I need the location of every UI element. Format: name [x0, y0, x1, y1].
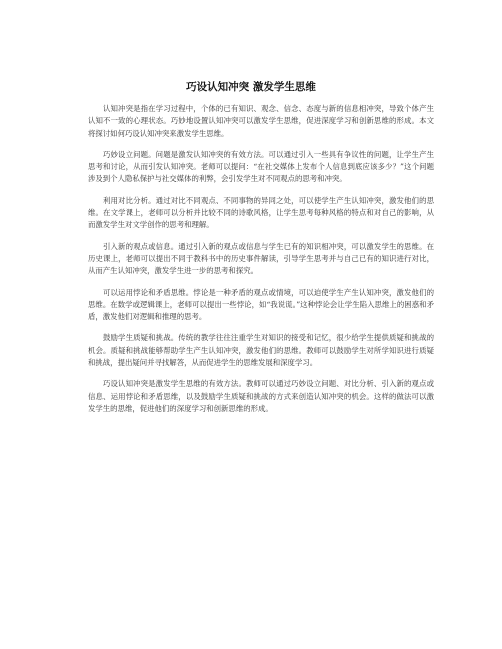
paragraph-2: 巧妙设立问题。问题是激发认知冲突的有效方法。可以通过引入一些具有争议性的问题，让学生产生思考和讨论，从而引发认知冲突。老师可以提问：“在社交媒体上发布个人信息到底应该多少？”这个问题涉及到个人隐私保护与社交媒体的利弊，会引发学生对不同观点的思考和冲突。 [88, 149, 434, 184]
paragraph-4: 引入新的观点或信息。通过引入新的观点或信息与学生已有的知识相冲突，可以激发学生的思维。在历史课上，老师可以提出不同于教科书中的历史事件解读，引导学生思考并与自己已有的知识进行对比，从而产生认知冲突，激发学生进一步的思考和探究。 [88, 241, 434, 276]
document-body [88, 103, 434, 424]
paragraph-6: 鼓励学生质疑和挑战。传统的教学往往注重学生对知识的接受和记忆，很少给学生提供质疑和挑战的机会。质疑和挑战能够帮助学生产生认知冲突，激发他们的思维。教师可以鼓励学生对所学知识进行质疑和挑战，提出疑问并寻找解答，从而促进学生的思维发展和深度学习。 [88, 333, 434, 368]
paragraph-7: 巧设认知冲突是激发学生思维的有效方法。教师可以通过巧妙设立问题、对比分析、引入新的观点或信息、运用悖论和矛盾思维，以及鼓励学生质疑和挑战的方式来创造认知冲突的机会。这样的做法可以激发学生的思维，促进他们的深度学习和创新思维的形成。 [88, 379, 434, 413]
paragraph-5: 可以运用悖论和矛盾思维。悖论是一种矛盾的观点或情境，可以迫使学生产生认知冲突，激发他们的思维。在数学或逻辑课上，老师可以提出一些悖论，如“我说谎。”这种悖论会让学生陷入思维上的困惑和矛盾，激发他们对逻辑和推理的思考。 [88, 287, 434, 322]
paragraph-1: 认知冲突是指在学习过程中，个体的已有知识、观念、信念、态度与新的信息相冲突，导致个体产生认知不一致的心理状态。巧妙地设置认知冲突可以激发学生思维，促进深度学习和创新思维的形成。本文将探讨如何巧设认知冲突来激发学生思维。 [88, 104, 434, 138]
paragraph-3: 利用对比分析。通过对比不同观点、不同事物的异同之处，可以使学生产生认知冲突，激发他们的思维。在文学课上，老师可以分析并比较不同的诗歌风格，让学生思考每种风格的特点和对自己的影响，从而激发学生对文学创作的思考和理解。 [88, 195, 434, 230]
document-title: 巧设认知冲突 激发学生思维 [186, 81, 316, 93]
